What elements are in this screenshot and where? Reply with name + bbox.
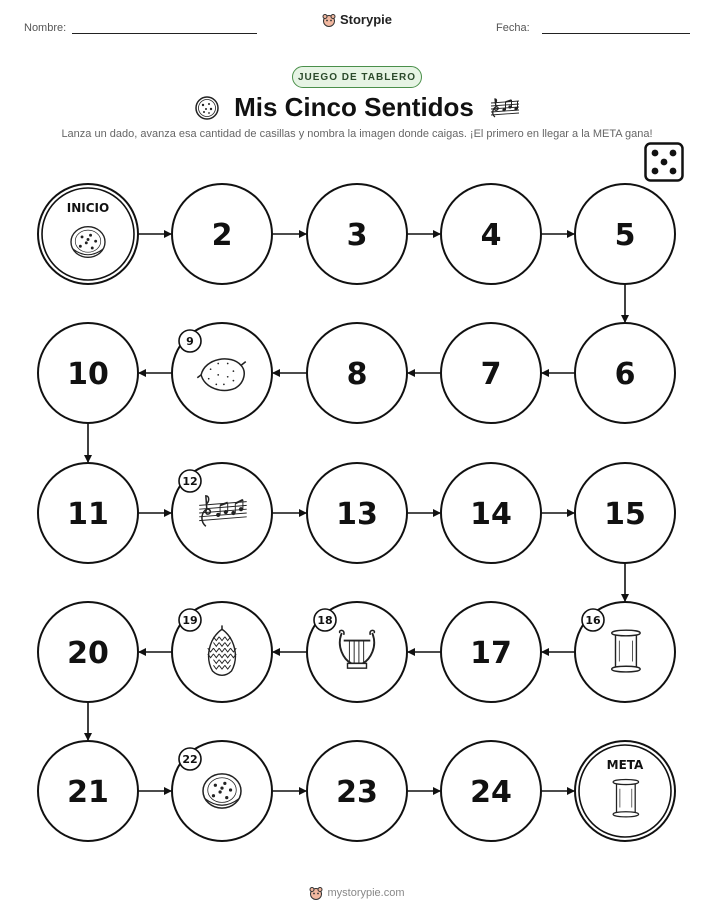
board-square <box>38 323 138 423</box>
cookie-icon <box>203 774 241 808</box>
square-number: 19 <box>182 614 198 627</box>
square-number: 15 <box>604 497 646 532</box>
board-square <box>172 323 272 423</box>
square-number: 13 <box>336 497 378 532</box>
board-square <box>172 463 272 563</box>
square-number: 10 <box>67 357 109 392</box>
board-square <box>441 602 541 702</box>
square-number: 6 <box>614 357 636 392</box>
board-square <box>575 602 675 702</box>
footer-site: mystorypie.com <box>327 887 405 899</box>
scroll-icon <box>613 779 639 816</box>
board-square <box>307 323 407 423</box>
board-square <box>172 602 272 702</box>
square-number: 3 <box>346 218 368 253</box>
board-square <box>307 741 407 841</box>
square-number: 7 <box>480 357 502 392</box>
storypie-logo-icon <box>309 886 323 900</box>
square-number: 9 <box>186 335 194 348</box>
board-square <box>441 463 541 563</box>
square-number: 4 <box>480 218 502 253</box>
board-square <box>38 463 138 563</box>
square-number: 2 <box>211 218 233 253</box>
square-number: 8 <box>346 357 368 392</box>
game-type-badge: JUEGO DE TABLERO <box>292 66 422 88</box>
cookie-icon <box>71 227 105 258</box>
square-number: 24 <box>470 775 512 810</box>
square-label: META <box>606 758 644 772</box>
footer <box>0 886 714 900</box>
board-square <box>441 323 541 423</box>
board-square <box>307 184 407 284</box>
board-square <box>307 602 407 702</box>
date-label: Fecha: <box>496 22 530 34</box>
square-number: 16 <box>585 614 601 627</box>
brand-name: Storypie <box>339 12 392 27</box>
board-square <box>172 741 272 841</box>
square-number: 18 <box>317 614 333 627</box>
board-square-start <box>38 184 138 284</box>
board-squares <box>38 184 675 841</box>
board-square <box>38 741 138 841</box>
square-number: 17 <box>470 636 512 671</box>
board-square <box>172 184 272 284</box>
square-number: 5 <box>614 218 636 253</box>
square-number: 12 <box>182 475 198 488</box>
board-square <box>38 602 138 702</box>
scroll-icon <box>612 630 641 672</box>
board-square <box>441 184 541 284</box>
board-square <box>575 184 675 284</box>
board-square-goal <box>575 741 675 841</box>
board-square <box>575 323 675 423</box>
board-square <box>575 463 675 563</box>
page-title: Mis Cinco Sentidos <box>234 92 474 122</box>
square-number: 14 <box>470 497 512 532</box>
square-number: 22 <box>182 753 198 766</box>
name-label: Nombre: <box>24 22 67 34</box>
square-number: 11 <box>67 497 109 532</box>
board-square <box>441 741 541 841</box>
square-number: 20 <box>67 636 109 671</box>
instructions: Lanza un dado, avanza esa cantidad de casillas y nombra la imagen donde caigas. ¡El primero en llegar a la META gana! <box>61 128 653 140</box>
square-label: INICIO <box>66 201 110 215</box>
square-number: 23 <box>336 775 378 810</box>
square-number: 21 <box>67 775 109 810</box>
board-square <box>307 463 407 563</box>
